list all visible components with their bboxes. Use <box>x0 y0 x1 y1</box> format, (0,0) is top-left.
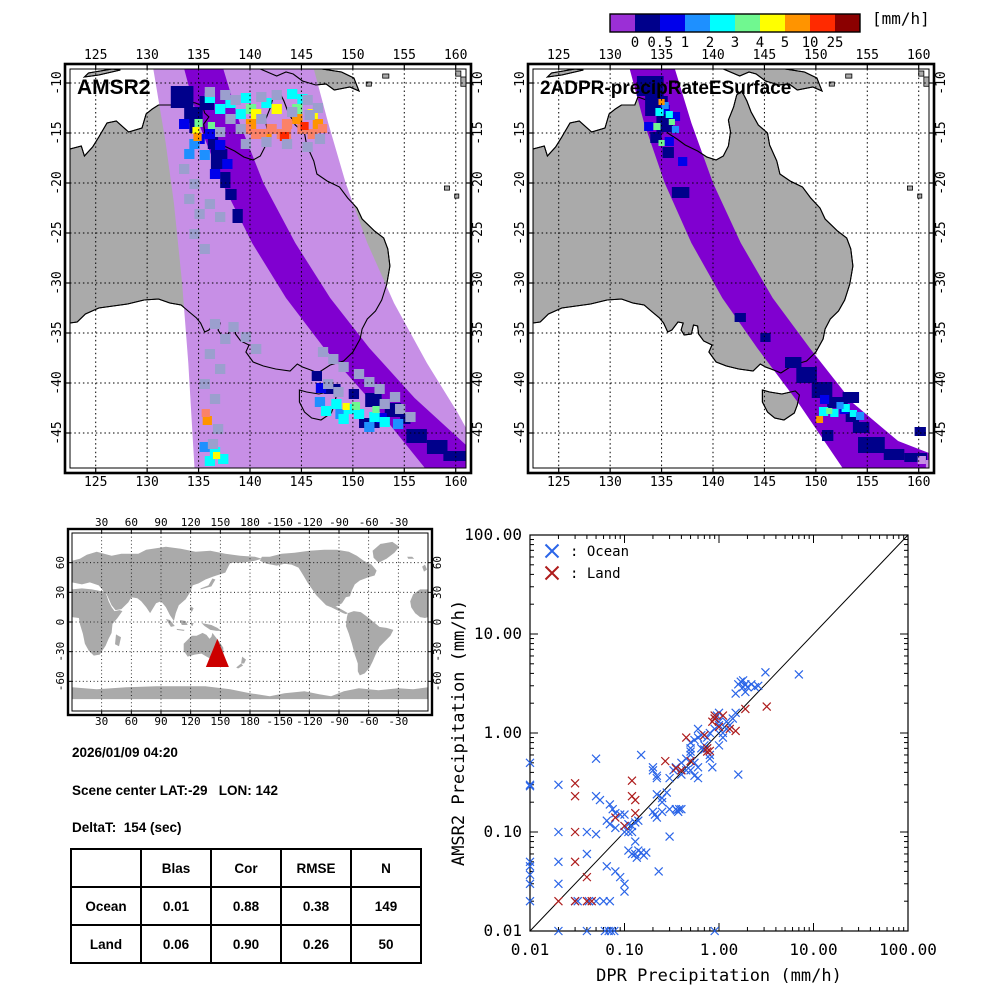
map-lon-label: 125 <box>546 48 571 63</box>
world-lat-label: 0 <box>431 618 444 626</box>
precip-pixel <box>850 410 857 417</box>
precip-pixel <box>331 399 341 409</box>
stats-ocean-label: Ocean <box>71 887 141 925</box>
precip-pixel <box>302 95 312 105</box>
world-lon-label: -90 <box>329 516 349 529</box>
precip-pixel <box>354 409 364 419</box>
map-lat-label: -10 <box>50 71 65 95</box>
precip-pixel <box>233 209 243 223</box>
world-lon-label: -120 <box>296 516 323 529</box>
precip-pixel <box>349 389 359 399</box>
precip-pixel <box>205 129 215 139</box>
precip-pixel <box>215 212 225 222</box>
precip-pixel <box>796 367 817 383</box>
map-lon-label: 160 <box>443 475 468 490</box>
world-lon-label: 30 <box>95 516 109 529</box>
colorbar-tick-label: 2 <box>705 35 715 51</box>
scene-center: Scene center LAT:-29 LON: 142 <box>72 783 279 798</box>
map-lat-label: -30 <box>513 271 528 295</box>
world-lon-label: -30 <box>388 516 409 529</box>
world-lat-label: 60 <box>431 556 444 570</box>
precip-pixel <box>380 399 390 409</box>
colorbar-tick-label: 4 <box>755 35 765 51</box>
world-lon-label: 180 <box>240 516 260 529</box>
map-lat-label: -15 <box>934 121 949 145</box>
colorbar-tick-label: 0 <box>630 35 640 51</box>
colorbar-tick-label: 1 <box>680 35 690 51</box>
precip-pixel <box>374 384 384 394</box>
precip-pixel <box>236 124 246 134</box>
world-lon-label: -30 <box>388 715 409 728</box>
map-lon-label: 145 <box>752 48 777 63</box>
scatter-y-tick-label: 0.10 <box>483 822 522 841</box>
world-lon-label: -60 <box>358 715 379 728</box>
world-lon-label: 120 <box>180 516 201 529</box>
precip-pixel <box>323 379 333 389</box>
map-lon-label: 155 <box>855 48 880 63</box>
precip-pixel <box>179 164 189 174</box>
precip-pixel <box>364 377 374 387</box>
scatter-x-tick-label: 0.01 <box>510 940 550 959</box>
precip-pixel <box>820 395 829 404</box>
precip-pixel <box>208 439 218 449</box>
precip-pixel <box>856 412 864 420</box>
precip-pixel <box>272 104 282 114</box>
precip-pixel <box>405 412 415 422</box>
precip-pixel <box>215 140 225 150</box>
precip-pixel <box>220 172 230 188</box>
map-lat-label: -45 <box>934 421 949 445</box>
precip-pixel <box>184 194 194 204</box>
precip-pixel <box>328 354 338 364</box>
island <box>907 186 912 190</box>
precip-pixel <box>915 427 926 436</box>
precip-pixel <box>210 319 220 329</box>
map-lat-label: -10 <box>513 71 528 95</box>
world-lon-label: -150 <box>266 516 293 529</box>
map-lat-label: -20 <box>471 171 486 195</box>
scene-datetime: 2026/01/09 04:20 <box>72 745 178 760</box>
precip-pixel <box>225 189 236 200</box>
colorbar-tick-label: 0.5 <box>647 35 673 51</box>
precip-pixel <box>256 92 266 102</box>
precip-pixel <box>665 137 674 146</box>
precip-pixel <box>203 416 212 425</box>
precip-pixel <box>333 387 343 397</box>
precip-pixel <box>193 133 201 141</box>
world-lon-label: 60 <box>124 516 138 529</box>
stats-land-n: 50 <box>351 925 421 963</box>
precip-pixel <box>208 122 215 129</box>
precip-pixel <box>735 313 746 322</box>
stats-header-row <box>71 849 421 887</box>
stats-table <box>70 848 422 964</box>
map-lat-label: -40 <box>513 371 528 395</box>
precip-pixel <box>222 159 232 169</box>
precip-pixel <box>171 86 194 108</box>
precip-pixel <box>205 349 215 359</box>
map-amsr2 <box>30 30 500 490</box>
precip-pixel <box>210 394 220 404</box>
map-dpr <box>493 30 963 490</box>
colorbar-tick-label: 25 <box>826 35 844 51</box>
world-lat-label: -60 <box>431 671 444 692</box>
precip-pixel <box>282 119 292 129</box>
map-lat-label: -20 <box>513 171 528 195</box>
map-lat-label: -25 <box>513 221 528 245</box>
world-lat-label: -30 <box>431 641 444 662</box>
map-lat-label: -15 <box>50 121 65 145</box>
precip-pixel <box>663 147 674 158</box>
precip-pixel <box>200 150 210 160</box>
map-lon-label: 140 <box>701 48 725 63</box>
map-title: AMSR2 <box>77 76 151 99</box>
map-lat-label: -20 <box>50 171 65 195</box>
map-lat-label: -45 <box>471 421 486 445</box>
map-lat-label: -15 <box>513 121 528 145</box>
precip-pixel <box>843 392 859 403</box>
map-lat-label: -10 <box>934 71 949 95</box>
world-lat-label: 60 <box>54 556 67 570</box>
map-lon-label: 155 <box>855 475 880 490</box>
precip-pixel <box>672 126 679 133</box>
map-lon-label: 155 <box>392 475 417 490</box>
scatter-x-tick-label: 1.00 <box>699 940 739 959</box>
precip-pixel <box>354 369 364 379</box>
precip-pixel <box>390 392 400 402</box>
world-lat-label: -30 <box>54 641 67 662</box>
map-lon-label: 145 <box>752 475 777 490</box>
world-lat-label: 0 <box>54 618 67 626</box>
precip-pixel <box>395 404 405 414</box>
precip-pixel <box>826 408 832 414</box>
scatter-plot <box>450 515 1000 1000</box>
map-lon-label: 140 <box>238 48 262 63</box>
colorbar-tick-label: 5 <box>780 35 790 51</box>
precip-pixel <box>287 107 297 117</box>
precip-pixel <box>200 244 210 254</box>
map-lon-label: 145 <box>289 475 314 490</box>
precip-pixel <box>189 229 199 239</box>
map-lat-label: -30 <box>471 271 486 295</box>
map-lat-label: -25 <box>934 221 949 245</box>
stats-header-bias: Blas <box>141 849 211 887</box>
precip-pixel <box>241 93 251 103</box>
map-lon-label: 150 <box>341 48 365 63</box>
precip-pixel <box>858 437 885 453</box>
world-lat-label: 30 <box>431 585 444 599</box>
scatter-x-tick-label: 100.00 <box>879 940 937 959</box>
map-lat-label: -10 <box>471 71 486 95</box>
precip-pixel <box>287 89 297 99</box>
precip-pixel <box>318 124 327 133</box>
precip-pixel <box>179 119 189 129</box>
precip-pixel <box>305 110 315 120</box>
stats-ocean-n: 149 <box>351 887 421 925</box>
precip-pixel <box>205 87 215 97</box>
scatter-y-tick-label: 1.00 <box>483 723 522 742</box>
map-lat-label: -35 <box>471 321 486 345</box>
world-lon-label: 90 <box>154 715 168 728</box>
stats-header-rmse: RMSE <box>281 849 351 887</box>
legend-label-ocean: : Ocean <box>570 544 630 560</box>
precip-pixel <box>406 429 427 443</box>
precip-pixel <box>666 111 673 118</box>
stats-land-label: Land <box>71 925 141 963</box>
precip-pixel <box>241 139 251 149</box>
precip-pixel <box>669 119 675 125</box>
precip-pixel <box>225 114 235 124</box>
scene-locator-map <box>50 515 450 730</box>
precip-pixel <box>256 114 266 124</box>
scatter-x-axis-label: DPR Precipitation (mm/h) <box>596 966 842 986</box>
precip-pixel <box>220 334 230 344</box>
map-lon-label: 140 <box>238 475 262 490</box>
precip-pixel <box>315 397 325 407</box>
precip-pixel <box>194 209 204 219</box>
map-lat-label: -20 <box>934 171 949 195</box>
precip-pixel <box>653 123 660 130</box>
map-lat-label: -25 <box>471 221 486 245</box>
map-lon-label: 160 <box>906 48 931 63</box>
map-lat-label: -30 <box>50 271 65 295</box>
world-lon-label: 150 <box>210 715 231 728</box>
precip-pixel <box>302 142 312 152</box>
world-lon-label: 60 <box>124 715 138 728</box>
precip-pixel <box>189 179 199 189</box>
colorbar-tick-label: 10 <box>801 35 819 51</box>
stats-land-cor: 0.90 <box>211 925 281 963</box>
map-lon-label: 130 <box>598 475 622 490</box>
map-lon-label: 130 <box>135 48 159 63</box>
precip-pixel <box>261 137 271 147</box>
precip-pixel <box>884 449 905 460</box>
map-lon-label: 135 <box>649 475 674 490</box>
map-lon-label: 160 <box>443 48 468 63</box>
map-lat-label: -40 <box>50 371 65 395</box>
scatter-y-tick-label: 10.00 <box>473 624 522 643</box>
map-lat-label: -15 <box>471 121 486 145</box>
precip-pixel <box>215 104 225 114</box>
island <box>444 186 449 190</box>
precip-pixel <box>372 406 379 413</box>
stats-header-blank <box>71 849 141 887</box>
delta-t: DeltaT: 154 (sec) <box>72 820 182 835</box>
map-lon-label: 140 <box>701 475 725 490</box>
map-lon-label: 135 <box>186 48 211 63</box>
precip-pixel <box>184 149 194 159</box>
stats-land-bias: 0.06 <box>141 925 211 963</box>
scatter-x-tick-label: 10.00 <box>789 940 838 959</box>
precip-pixel <box>655 108 663 116</box>
map-lon-label: 155 <box>392 48 417 63</box>
stats-row-ocean <box>71 887 421 925</box>
map-title: 2ADPR-precipRateESurface <box>540 78 792 99</box>
precip-pixel <box>315 134 325 144</box>
world-lon-label: 30 <box>95 715 109 728</box>
precip-pixel <box>228 322 238 332</box>
precip-pixel <box>672 187 689 198</box>
world-lon-label: -150 <box>266 715 293 728</box>
precip-pixel <box>338 414 348 424</box>
precip-pixel <box>365 393 381 407</box>
map-lon-label: 135 <box>186 475 211 490</box>
scatter-x-tick-label: 0.10 <box>605 940 644 959</box>
precip-pixel <box>364 422 374 432</box>
precip-pixel <box>760 333 770 342</box>
precip-pixel <box>200 379 210 389</box>
map-lon-label: 125 <box>83 475 108 490</box>
precip-pixel <box>644 122 653 131</box>
map-lat-label: -45 <box>50 421 65 445</box>
map-lat-label: -35 <box>934 321 949 345</box>
map-lat-label: -45 <box>513 421 528 445</box>
precip-pixel <box>215 127 225 137</box>
precip-pixel <box>380 417 390 427</box>
map-lat-label: -40 <box>471 371 486 395</box>
island <box>846 74 852 78</box>
precip-pixel <box>272 90 282 100</box>
world-lon-label: 120 <box>180 715 201 728</box>
precip-pixel <box>205 199 215 209</box>
map-lon-label: 125 <box>83 48 108 63</box>
stats-row-land <box>71 925 421 963</box>
precip-pixel <box>318 347 328 357</box>
map-lat-label: -30 <box>934 271 949 295</box>
map-lat-label: -40 <box>934 371 949 395</box>
precip-pixel <box>785 357 801 368</box>
precip-pixel <box>251 344 261 354</box>
island <box>383 74 389 78</box>
world-lon-label: -120 <box>296 715 323 728</box>
precip-pixel <box>215 364 225 374</box>
world-lon-label: 90 <box>154 516 168 529</box>
stats-ocean-bias: 0.01 <box>141 887 211 925</box>
precip-pixel <box>312 371 322 381</box>
map-lon-label: 145 <box>289 48 314 63</box>
precip-pixel <box>369 412 379 422</box>
stats-header-n: N <box>351 849 421 887</box>
precip-pixel <box>343 403 350 410</box>
precip-pixel <box>321 406 331 416</box>
precip-pixel <box>678 157 687 166</box>
precip-pixel <box>202 409 210 417</box>
precip-pixel <box>230 95 240 105</box>
island <box>456 71 461 76</box>
precip-pixel <box>220 90 230 100</box>
map-lon-label: 160 <box>906 475 931 490</box>
precip-pixel <box>393 419 403 429</box>
precip-pixel <box>338 362 348 372</box>
map-lon-label: 150 <box>804 475 828 490</box>
map-lon-label: 135 <box>649 48 674 63</box>
map-lon-label: 125 <box>546 475 571 490</box>
stats-header-cor: Cor <box>211 849 281 887</box>
colorbar-tick-label: 3 <box>730 35 740 51</box>
colorbar-units-label: [mm/h] <box>872 9 930 28</box>
world-lat-label: -60 <box>54 671 67 692</box>
world-lon-label: -90 <box>329 715 349 728</box>
map-lon-label: 130 <box>598 48 622 63</box>
stats-land-rmse: 0.26 <box>281 925 351 963</box>
precip-pixel <box>816 416 823 423</box>
stats-ocean-rmse: 0.38 <box>281 887 351 925</box>
precip-pixel <box>213 452 220 459</box>
stats-ocean-cor: 0.88 <box>211 887 281 925</box>
world-lon-label: 150 <box>210 516 231 529</box>
map-lat-label: -35 <box>50 321 65 345</box>
map-lon-label: 130 <box>135 475 159 490</box>
precip-pixel <box>822 430 833 441</box>
map-lon-label: 150 <box>341 475 365 490</box>
scatter-y-axis-label: AMSR2 Precipitation (mm/h) <box>449 599 469 867</box>
precip-pixel <box>836 402 843 409</box>
precip-pixel <box>210 169 220 179</box>
scatter-y-tick-label: 100.00 <box>464 525 522 544</box>
island <box>919 71 924 76</box>
world-lat-label: 30 <box>54 585 67 599</box>
scatter-y-tick-label: 0.01 <box>483 921 522 940</box>
map-lat-label: -35 <box>513 321 528 345</box>
world-lon-label: 180 <box>240 715 260 728</box>
map-lat-label: -25 <box>50 221 65 245</box>
map-lon-label: 150 <box>804 48 828 63</box>
precip-pixel <box>282 139 292 149</box>
legend-label-land: : Land <box>570 566 621 582</box>
world-lon-label: -60 <box>358 516 379 529</box>
precip-pixel <box>443 451 466 461</box>
precip-pixel <box>236 109 246 119</box>
